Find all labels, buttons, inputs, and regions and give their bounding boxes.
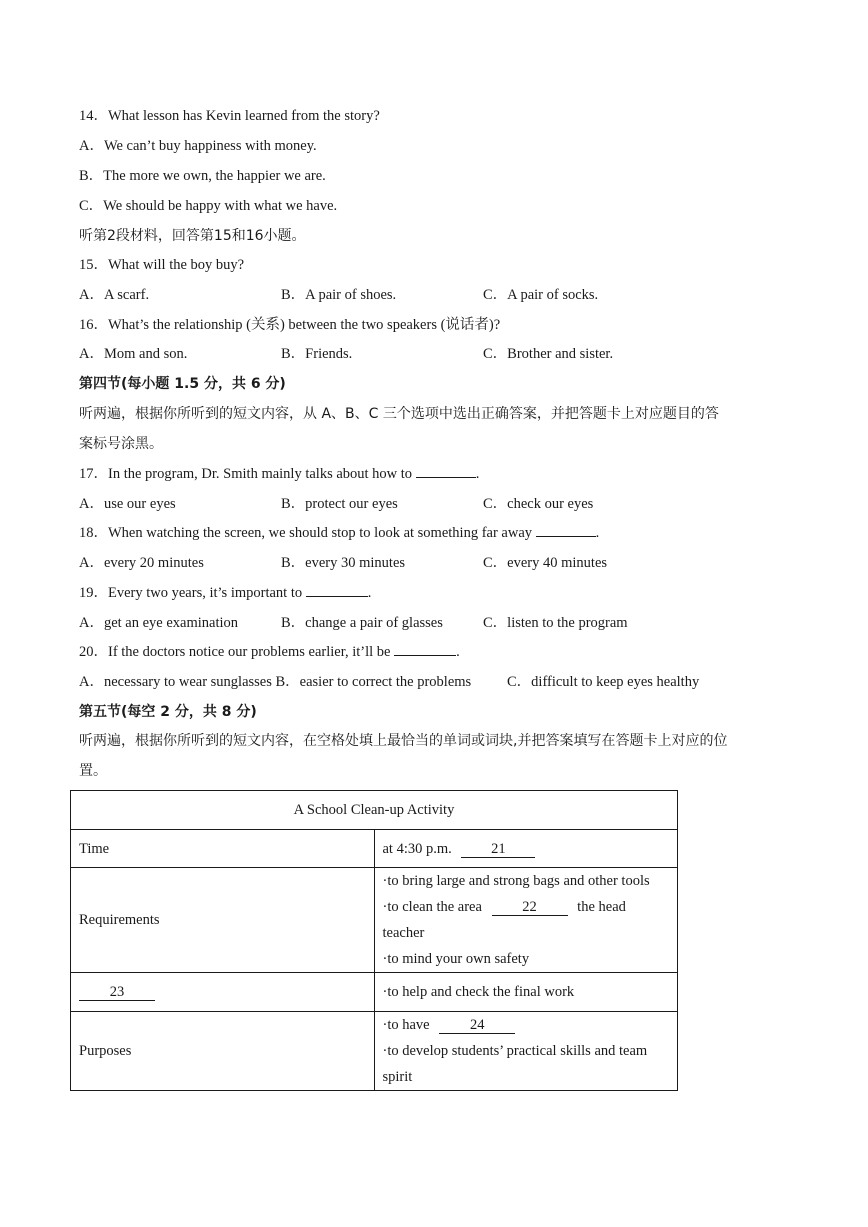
section-5-instruction-line1: 听两遍，根据你所听到的短文内容，在空格处填上最恰当的单词或词块,并把答案填写在答题卡上对应的位	[79, 733, 728, 749]
q17-answer-blank	[416, 477, 476, 478]
q20-stem	[79, 642, 460, 662]
q17-option-b: B．protect our eyes	[281, 496, 398, 512]
time-text: at 4:30 p.m.	[382, 840, 452, 857]
table-row-23	[71, 973, 678, 1012]
row-23-value: ·to help and check the final work	[374, 973, 678, 1012]
section-4-heading: 第四节(每小题 1.5 分，共 6 分)	[79, 376, 286, 392]
section-5-heading: 第五节(每空 2 分，共 8 分)	[79, 704, 257, 720]
q18-option-b: B．every 30 minutes	[281, 555, 406, 571]
purposes-label: Purposes	[71, 1012, 375, 1091]
q19-stem-text: 19．Every two years, it’s important to	[79, 585, 303, 601]
q16-option-b: B．Friends.	[281, 346, 353, 362]
q17-stem-text: 17．In the program, Dr. Smith mainly talks about how to	[79, 466, 413, 482]
section-5-instruction-line2: 置。	[79, 763, 107, 779]
requirement-2	[383, 894, 670, 946]
purposes-value	[374, 1012, 678, 1091]
requirement-2-end: the head teacher	[382, 899, 626, 941]
q19-option-b: B．change a pair of glasses	[281, 615, 443, 631]
q15-option-b: B．A pair of shoes.	[281, 287, 397, 303]
q19-option-c: C．listen to the program	[483, 615, 628, 631]
q17-option-c: C．check our eyes	[483, 496, 594, 512]
clean-up-activity-table	[70, 790, 678, 1091]
q17-stem-end: .	[475, 466, 480, 482]
q18-option-c: C．every 40 minutes	[483, 555, 608, 571]
time-label: Time	[71, 830, 375, 868]
table-title: A School Clean-up Activity	[71, 791, 678, 830]
q16-stem: 16．What’s the relationship (关系) between the two speakers (说话者)?	[79, 317, 501, 333]
q20-answer-blank	[394, 655, 456, 656]
requirements-label: Requirements	[71, 868, 375, 973]
table-title-row	[71, 791, 678, 830]
q17-option-a: A．use our eyes	[79, 496, 176, 512]
q14-option-b: B．The more we own, the happier we are.	[79, 168, 326, 184]
q18-stem	[79, 523, 599, 543]
q18-stem-text: 18．When watching the screen, we should stop to look at something far away	[79, 525, 533, 541]
q15-stem: 15．What will the boy buy?	[79, 257, 245, 273]
purpose-1	[383, 1012, 670, 1038]
q18-answer-blank	[536, 536, 596, 537]
q15-option-a: A．A scarf.	[79, 287, 150, 303]
q20-option-c: C．difficult to keep eyes healthy	[507, 674, 700, 690]
section-4-instruction-line2: 案标号涂黑。	[79, 436, 163, 452]
table-row-requirements	[71, 868, 678, 973]
q18-stem-end: .	[595, 525, 600, 541]
blank-21: 21	[461, 841, 535, 858]
time-value	[374, 830, 678, 868]
section-4-instruction-line1: 听两遍，根据你所听到的短文内容，从 A、B、C 三个选项中选出正确答案，并把答题卡上对应题目的答	[79, 406, 719, 422]
material-2-instruction: 听第2段材料，回答第15和16小题。	[79, 228, 306, 244]
q20-stem-text: 20．If the doctors notice our problems earlier, it’ll be	[79, 644, 391, 660]
q20-stem-end: .	[456, 644, 460, 660]
blank-23: 23	[79, 984, 155, 1001]
q14-stem: 14．What lesson has Kevin learned from the story?	[79, 108, 380, 124]
requirements-value	[374, 868, 678, 973]
purpose-1-text: ·to have	[382, 1017, 430, 1033]
q19-stem-end: .	[367, 585, 372, 601]
requirement-2-text: ·to clean the area	[382, 899, 482, 915]
q19-option-a: A．get an eye examination	[79, 615, 239, 631]
blank-24: 24	[439, 1017, 515, 1034]
q16-option-c: C．Brother and sister.	[483, 346, 614, 362]
q18-option-a: A．every 20 minutes	[79, 555, 204, 571]
row-23-label	[71, 973, 375, 1012]
purpose-2: ·to develop students’ practical skills and team spirit	[382, 1043, 648, 1085]
q15-option-c: C．A pair of socks.	[483, 287, 599, 303]
blank-22: 22	[492, 899, 568, 916]
q16-option-a: A．Mom and son.	[79, 346, 188, 362]
q20-options-a-b: A．necessary to wear sunglasses B．easier to correct the problems	[79, 674, 472, 690]
table-row-time	[71, 830, 678, 868]
requirement-1: ·to bring large and strong bags and other tools	[382, 873, 650, 889]
table-row-purposes	[71, 1012, 678, 1091]
q19-answer-blank	[306, 596, 368, 597]
q14-option-a: A．We can’t buy happiness with money.	[79, 138, 317, 154]
requirement-3: ·to mind your own safety	[382, 951, 530, 967]
q19-stem	[79, 583, 371, 603]
q14-option-c: C．We should be happy with what we have.	[79, 198, 338, 214]
q17-stem	[79, 464, 479, 484]
